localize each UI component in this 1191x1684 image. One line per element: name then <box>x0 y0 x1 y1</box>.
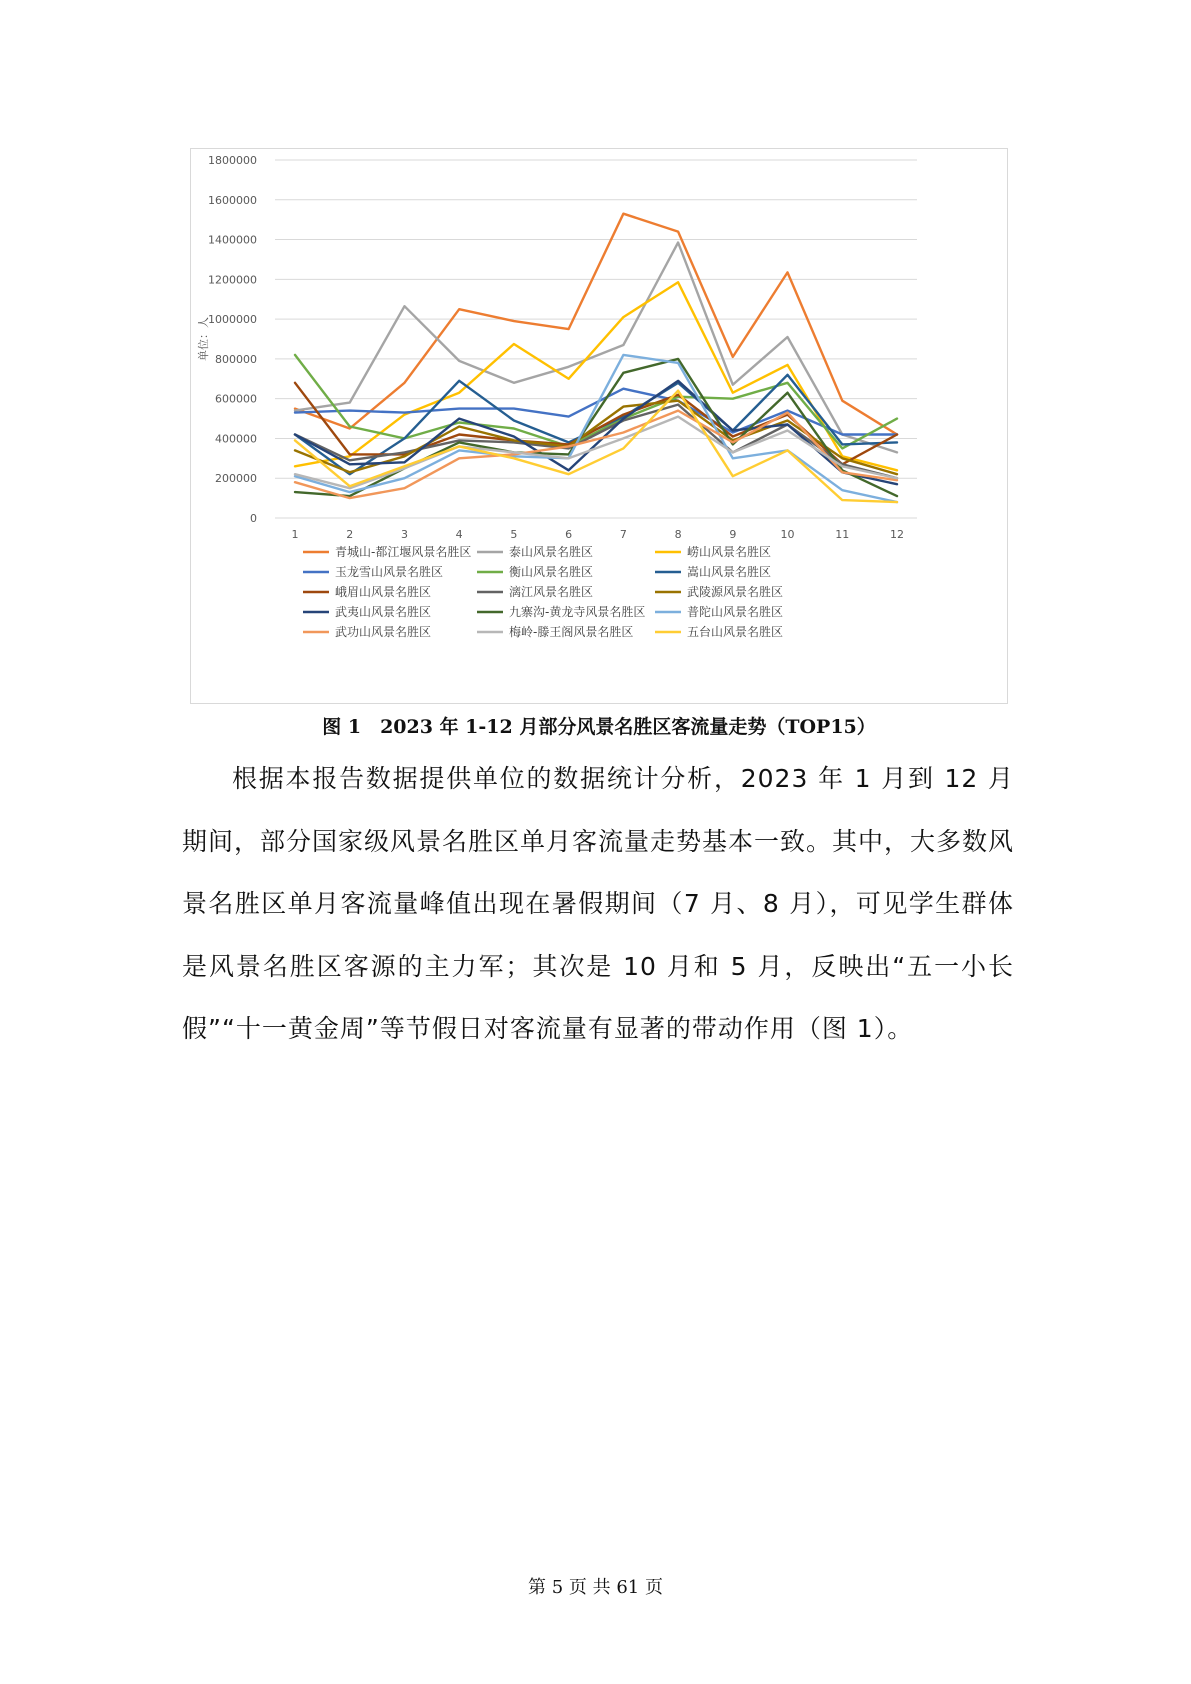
legend-label: 泰山风景名胜区 <box>509 545 594 559</box>
line-chart <box>191 149 1007 703</box>
y-tick-label: 600000 <box>215 392 257 406</box>
legend-label: 九寨沟-黄龙寺风景名胜区 <box>509 605 646 619</box>
legend-label: 玉龙雪山风景名胜区 <box>335 565 444 579</box>
x-tick-label: 3 <box>400 528 408 541</box>
body-text <box>182 748 1014 1061</box>
y-tick-label: 200000 <box>215 472 257 486</box>
y-axis-label: 单位：人 <box>197 317 210 361</box>
series-line <box>295 375 897 474</box>
x-tick-label: 1 <box>291 528 299 541</box>
legend-label: 峨眉山风景名胜区 <box>335 585 432 599</box>
figure-caption: 图 1 2023 年 1-12 月部分风景名胜区客流量走势（TOP15） <box>322 716 876 738</box>
x-tick-label: 10 <box>780 528 795 541</box>
x-tick-label: 12 <box>890 528 904 541</box>
body-paragraph: 根据本报告数据提供单位的数据统计分析，2023 年 1 月到 12 月期间，部分国家级风景名胜区单月客流量走势基本一致。其中，大多数风景名胜区单月客流量峰值出现在暑假期间（7 月、8 月），可见学生群体是风景名胜区客源的主力军；其次是 10 月和 5 月，反映出“五一小长假”“十一黄金周”等节假日对客流量有显著的带动作用（图 1）。 <box>182 764 1015 1043</box>
y-tick-label: 1200000 <box>208 273 257 287</box>
legend-label: 武功山风景名胜区 <box>335 625 432 639</box>
x-tick-label: 5 <box>510 528 518 541</box>
legend-label: 武夷山风景名胜区 <box>335 605 432 619</box>
y-tick-label: 800000 <box>215 352 257 366</box>
legend-label: 武陵源风景名胜区 <box>687 585 784 599</box>
y-tick-label: 1800000 <box>208 154 257 167</box>
y-tick-label: 0 <box>250 512 257 525</box>
chart-frame <box>190 148 1008 704</box>
x-tick-label: 6 <box>565 528 573 541</box>
legend-label: 青城山-都江堰风景名胜区 <box>335 545 472 559</box>
y-tick-label: 400000 <box>215 432 257 446</box>
legend-label: 漓江风景名胜区 <box>509 585 594 599</box>
y-tick-label: 1000000 <box>208 313 257 327</box>
x-tick-label: 9 <box>729 528 737 541</box>
legend-label: 嵩山风景名胜区 <box>687 565 772 579</box>
legend-label: 衡山风景名胜区 <box>509 565 594 579</box>
x-tick-label: 2 <box>346 528 354 541</box>
x-tick-label: 11 <box>835 528 850 541</box>
x-tick-label: 7 <box>619 528 627 541</box>
legend-label: 普陀山风景名胜区 <box>687 605 784 619</box>
x-tick-label: 4 <box>455 528 463 541</box>
legend-label: 崂山风景名胜区 <box>687 545 772 559</box>
y-tick-label: 1400000 <box>208 233 257 247</box>
legend-label: 五台山风景名胜区 <box>687 625 784 639</box>
y-tick-label: 1600000 <box>208 193 257 207</box>
legend-label: 梅岭-滕王阁风景名胜区 <box>509 625 634 639</box>
page-footer: 第 5 页 共 61 页 <box>528 1577 663 1598</box>
x-tick-label: 8 <box>674 528 682 541</box>
